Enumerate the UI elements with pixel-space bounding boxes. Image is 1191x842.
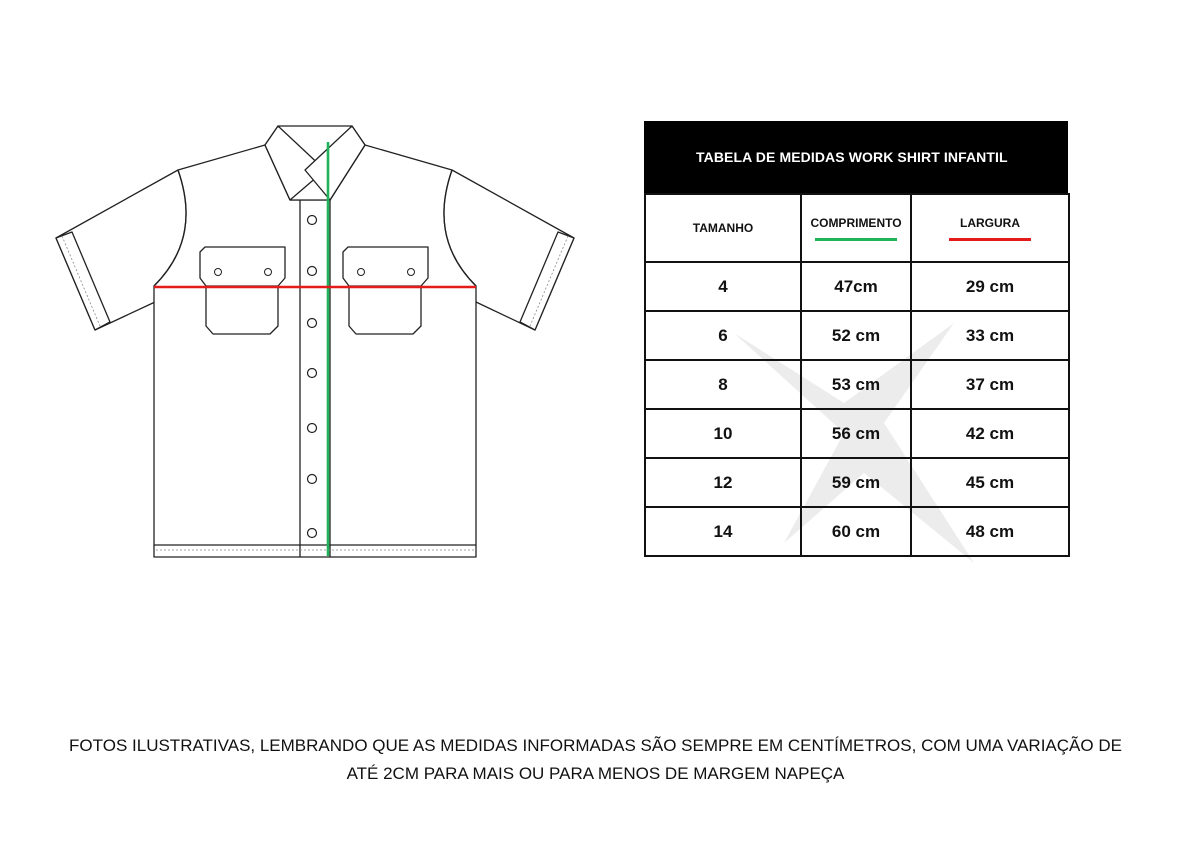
header-length-label: COMPRIMENTO: [810, 215, 902, 230]
table-row: [645, 360, 1069, 409]
footer-line-1: FOTOS ILUSTRATIVAS, LEMBRANDO QUE AS MEDIDAS INFORMADAS SÃO SEMPRE EM CENTÍMETROS, COM UMA VARIAÇÃO DE: [69, 736, 1122, 755]
shirt-body: [154, 145, 476, 557]
header-length: [801, 194, 911, 262]
right-pocket-flap: [343, 247, 428, 286]
placket-button: [308, 267, 317, 276]
header-size-label: TAMANHO: [692, 221, 754, 235]
table-row: [645, 409, 1069, 458]
header-size: [645, 194, 801, 262]
cell-size: 12: [645, 458, 801, 507]
table-row: [645, 507, 1069, 556]
placket-button: [308, 424, 317, 433]
width-color-key: [949, 238, 1031, 241]
cell-width: 37 cm: [911, 360, 1069, 409]
table-row: [645, 311, 1069, 360]
shirt-diagram: [0, 0, 600, 600]
pocket-button: [358, 269, 365, 276]
cell-width: 45 cm: [911, 458, 1069, 507]
table-title: TABELA DE MEDIDAS WORK SHIRT INFANTIL: [644, 121, 1068, 193]
pocket-button: [215, 269, 222, 276]
header-width: [911, 194, 1069, 262]
cell-size: 8: [645, 360, 801, 409]
placket-button: [308, 369, 317, 378]
left-pocket-flap: [200, 247, 285, 286]
cell-size: 14: [645, 507, 801, 556]
length-color-key: [815, 238, 897, 241]
cell-width: 33 cm: [911, 311, 1069, 360]
cell-length: 47cm: [801, 262, 911, 311]
placket-button: [308, 216, 317, 225]
pocket-button: [265, 269, 272, 276]
size-table-grid: [644, 193, 1070, 557]
cell-width: 42 cm: [911, 409, 1069, 458]
cell-width: 29 cm: [911, 262, 1069, 311]
placket-button: [308, 529, 317, 538]
table-row: [645, 262, 1069, 311]
placket-button: [308, 475, 317, 484]
size-table: [644, 121, 1068, 557]
header-width-label: LARGURA: [960, 215, 1020, 230]
cell-length: 53 cm: [801, 360, 911, 409]
cell-size: 4: [645, 262, 801, 311]
cell-size: 10: [645, 409, 801, 458]
cell-width: 48 cm: [911, 507, 1069, 556]
cell-length: 60 cm: [801, 507, 911, 556]
footer-disclaimer: [0, 732, 1191, 788]
cell-length: 52 cm: [801, 311, 911, 360]
cell-length: 59 cm: [801, 458, 911, 507]
pocket-button: [408, 269, 415, 276]
footer-line-2: ATÉ 2CM PARA MAIS OU PARA MENOS DE MARGEM NAPEÇA: [346, 764, 845, 783]
cell-length: 56 cm: [801, 409, 911, 458]
cell-size: 6: [645, 311, 801, 360]
placket-button: [308, 319, 317, 328]
table-row: [645, 458, 1069, 507]
